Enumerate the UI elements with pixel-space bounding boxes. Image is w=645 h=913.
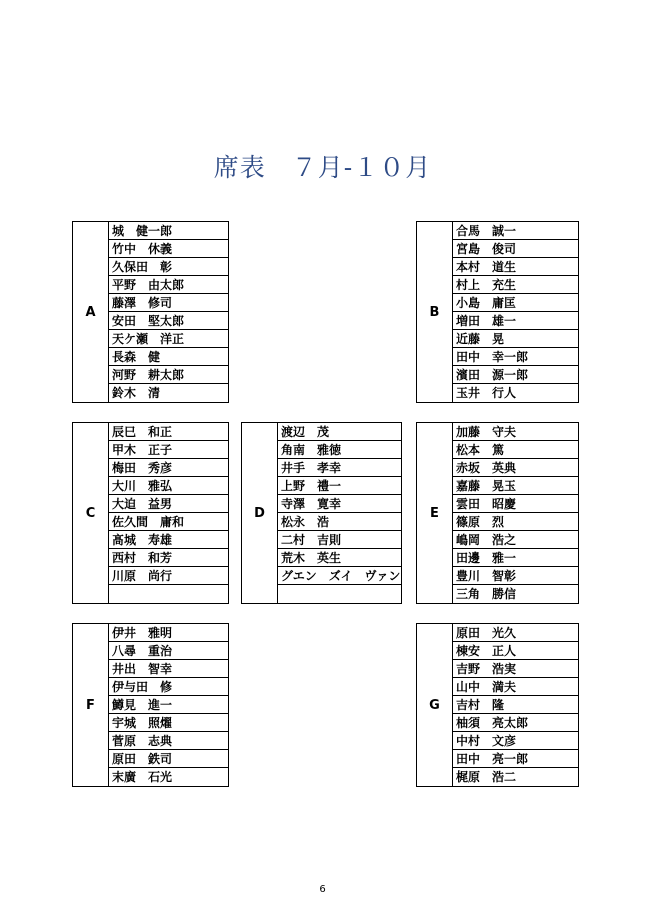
name-cell: 二村 吉則 <box>278 531 401 549</box>
name-cell: 城 健一郎 <box>109 222 228 240</box>
name-cell: 八尋 重治 <box>109 642 228 660</box>
name-cell: 本村 道生 <box>453 258 578 276</box>
name-cell: 長森 健 <box>109 348 228 366</box>
name-cell: 甲木 正子 <box>109 441 228 459</box>
name-list <box>278 423 401 603</box>
group-label: G <box>417 624 453 786</box>
name-cell: 安田 堅太郎 <box>109 312 228 330</box>
name-cell: 井出 智幸 <box>109 660 228 678</box>
group-label: D <box>242 423 278 603</box>
name-cell: 大川 雅弘 <box>109 477 228 495</box>
name-cell: 柚須 亮太郎 <box>453 714 578 732</box>
name-cell: 篠原 烈 <box>453 513 578 531</box>
name-cell: 寺澤 寛幸 <box>278 495 401 513</box>
name-cell: 藤澤 修司 <box>109 294 228 312</box>
name-cell: 小島 庸匡 <box>453 294 578 312</box>
seat-group-c <box>72 422 229 604</box>
name-cell: 吉野 浩実 <box>453 660 578 678</box>
seat-group-d <box>241 422 402 604</box>
name-cell: 田邊 雅一 <box>453 549 578 567</box>
name-cell: 合馬 誠一 <box>453 222 578 240</box>
name-cell: 鱒見 進一 <box>109 696 228 714</box>
name-list <box>453 624 578 786</box>
name-cell: 赤坂 英典 <box>453 459 578 477</box>
name-cell: 濱田 源一郎 <box>453 366 578 384</box>
name-cell: 増田 雄一 <box>453 312 578 330</box>
name-cell: 川原 尚行 <box>109 567 228 585</box>
name-cell: 平野 由太郎 <box>109 276 228 294</box>
name-cell: 西村 和芳 <box>109 549 228 567</box>
name-cell: 荒木 英生 <box>278 549 401 567</box>
name-cell: 棟安 正人 <box>453 642 578 660</box>
seat-group-f <box>72 623 229 787</box>
group-label: E <box>417 423 453 603</box>
name-cell: 伊井 雅明 <box>109 624 228 642</box>
group-label: A <box>73 222 109 402</box>
name-cell: 伊与田 修 <box>109 678 228 696</box>
name-cell: 三角 勝信 <box>456 587 517 601</box>
page-number: 6 <box>319 884 326 895</box>
name-cell: 嶋岡 浩之 <box>453 531 578 549</box>
name-cell: 菅原 志典 <box>109 732 228 750</box>
name-cell: 嘉藤 晃玉 <box>453 477 578 495</box>
seat-group-g <box>416 623 579 787</box>
seat-group-b <box>416 221 579 403</box>
page-title: 席表 ７月‐１０月 <box>213 153 432 182</box>
name-cell: 田中 亮一郎 <box>453 750 578 768</box>
name-cell: 村上 充生 <box>453 276 578 294</box>
name-cell: 梅田 秀彦 <box>109 459 228 477</box>
name-cell: 髙城 寿雄 <box>109 531 228 549</box>
name-cell: 中村 文彦 <box>453 732 578 750</box>
name-cell: 天ケ瀬 洋正 <box>109 330 228 348</box>
name-cell <box>109 585 228 603</box>
name-cell: 近藤 晃 <box>453 330 578 348</box>
name-cell: 久保田 彰 <box>109 258 228 276</box>
name-cell: 梶原 浩二 <box>456 770 517 784</box>
name-cell <box>278 585 401 603</box>
name-cell: 上野 禮一 <box>278 477 401 495</box>
name-list <box>453 222 578 402</box>
name-cell: 雲田 昭慶 <box>453 495 578 513</box>
name-cell: 竹中 休義 <box>109 240 228 258</box>
name-cell: 原田 光久 <box>453 624 578 642</box>
name-cell: 角南 雅徳 <box>278 441 401 459</box>
name-cell: 辰巳 和正 <box>109 423 228 441</box>
name-list <box>453 423 578 603</box>
group-label: B <box>417 222 453 402</box>
name-cell: 佐久間 庸和 <box>109 513 228 531</box>
name-cell: 吉村 隆 <box>453 696 578 714</box>
seat-group-a <box>72 221 229 403</box>
name-cell: 松本 篤 <box>453 441 578 459</box>
name-cell: 豊川 智彰 <box>453 567 578 585</box>
name-cell: 山中 満夫 <box>453 678 578 696</box>
name-cell: 松永 浩 <box>278 513 401 531</box>
name-cell: 末廣 石光 <box>112 770 173 784</box>
name-cell: 河野 耕太郎 <box>109 366 228 384</box>
name-cell: 田中 幸一郎 <box>453 348 578 366</box>
name-list <box>109 423 228 603</box>
name-cell: 加藤 守夫 <box>453 423 578 441</box>
name-cell: 鈴木 清 <box>112 386 161 400</box>
name-list <box>109 624 228 786</box>
name-cell: 宮島 俊司 <box>453 240 578 258</box>
name-cell: グエン ズイ ヴァン <box>278 567 401 585</box>
seat-group-e <box>416 422 579 604</box>
name-cell: 原田 鉄司 <box>109 750 228 768</box>
name-cell: 大迫 益男 <box>109 495 228 513</box>
name-cell: 渡辺 茂 <box>278 423 401 441</box>
name-cell: 玉井 行人 <box>456 386 517 400</box>
group-label: F <box>73 624 109 786</box>
name-cell: 宇城 照燿 <box>109 714 228 732</box>
group-label: C <box>73 423 109 603</box>
name-list <box>109 222 228 402</box>
name-cell: 井手 孝幸 <box>278 459 401 477</box>
